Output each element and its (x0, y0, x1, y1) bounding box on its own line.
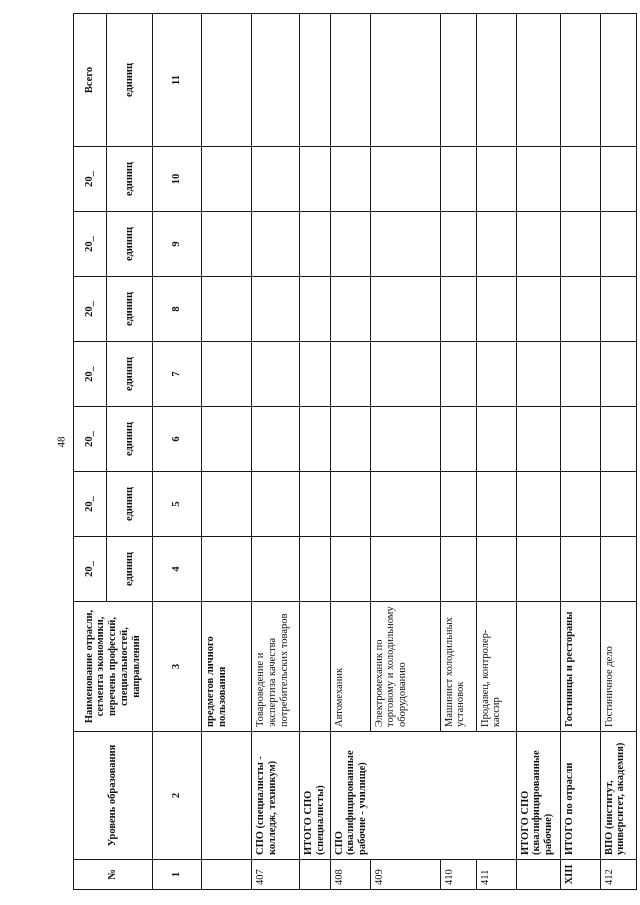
header-year: 20_ (74, 147, 107, 212)
header-unit: единиц (107, 472, 153, 537)
header-no: № (74, 860, 153, 890)
total-cell (600, 14, 636, 147)
value-cell (300, 472, 331, 537)
report-table (73, 13, 637, 890)
row-name: Машинист холодильных установок (440, 602, 476, 732)
value-cell (516, 537, 560, 602)
row-name (300, 602, 331, 732)
value-cell (600, 472, 636, 537)
total-cell (440, 14, 476, 147)
row-number (202, 860, 252, 890)
row-number: XIII (560, 860, 600, 890)
row-level: ИТОГО СПО (квалифицированные рабочие) (516, 732, 560, 860)
value-cell (300, 342, 331, 407)
value-cell (600, 537, 636, 602)
value-cell (440, 537, 476, 602)
value-cell (300, 277, 331, 342)
value-cell (252, 472, 300, 537)
value-cell (252, 537, 300, 602)
column-number: 10 (153, 147, 202, 212)
header-year: 20_ (74, 277, 107, 342)
value-cell (516, 212, 560, 277)
table-row (330, 14, 370, 890)
row-number: 408 (330, 860, 370, 890)
row-name (516, 602, 560, 732)
value-cell (516, 277, 560, 342)
row-level: ИТОГО СПО (специалисты) (300, 732, 331, 860)
rotated-table-wrapper (73, 14, 627, 890)
header-unit: единиц (107, 14, 153, 147)
total-cell (330, 14, 370, 147)
value-cell (600, 277, 636, 342)
header-year: 20_ (74, 212, 107, 277)
value-cell (202, 472, 252, 537)
row-level (202, 732, 252, 860)
column-number: 6 (153, 407, 202, 472)
header-unit: единиц (107, 277, 153, 342)
table-row-section (560, 14, 600, 890)
value-cell (516, 342, 560, 407)
row-name: Гостиницы и рестораны (560, 602, 600, 732)
value-cell (330, 342, 370, 407)
header-year: 20_ (74, 407, 107, 472)
header-year: 20_ (74, 472, 107, 537)
value-cell (202, 537, 252, 602)
total-cell (476, 14, 516, 147)
value-cell (252, 342, 300, 407)
row-level: СПО (квалифицированные рабочие - училище) (330, 732, 516, 860)
value-cell (476, 147, 516, 212)
column-number: 3 (153, 602, 202, 732)
column-number: 7 (153, 342, 202, 407)
header-unit: единиц (107, 147, 153, 212)
value-cell (560, 147, 600, 212)
value-cell (202, 407, 252, 472)
value-cell (300, 407, 331, 472)
value-cell (560, 407, 600, 472)
column-number-row (153, 14, 202, 890)
table-row (600, 14, 636, 890)
value-cell (560, 472, 600, 537)
page-number: 48 (55, 436, 68, 448)
column-number: 4 (153, 537, 202, 602)
row-number (516, 860, 560, 890)
value-cell (440, 342, 476, 407)
value-cell (330, 277, 370, 342)
value-cell (560, 277, 600, 342)
total-cell (202, 14, 252, 147)
row-name: Автомеханик (330, 602, 370, 732)
total-cell (252, 14, 300, 147)
header-year: 20_ (74, 342, 107, 407)
value-cell (476, 407, 516, 472)
value-cell (202, 342, 252, 407)
row-level: ИТОГО по отрасли (560, 732, 600, 860)
value-cell (330, 147, 370, 212)
row-number: 409 (370, 860, 440, 890)
value-cell (370, 212, 440, 277)
header-unit: единиц (107, 342, 153, 407)
value-cell (202, 212, 252, 277)
value-cell (300, 147, 331, 212)
header-row-years (74, 14, 107, 890)
table-row (252, 14, 300, 890)
value-cell (560, 342, 600, 407)
value-cell (476, 342, 516, 407)
row-number: 411 (476, 860, 516, 890)
row-name: Товароведение и экспертиза качества потребительских товаров (252, 602, 300, 732)
value-cell (330, 407, 370, 472)
header-year: 20_ (74, 537, 107, 602)
value-cell (252, 212, 300, 277)
column-number: 8 (153, 277, 202, 342)
value-cell (370, 472, 440, 537)
value-cell (476, 537, 516, 602)
header-level: Уровень образования (74, 732, 153, 860)
value-cell (370, 277, 440, 342)
header-unit: единиц (107, 537, 153, 602)
value-cell (252, 407, 300, 472)
value-cell (202, 277, 252, 342)
column-number: 5 (153, 472, 202, 537)
value-cell (560, 537, 600, 602)
value-cell (370, 537, 440, 602)
header-unit: единиц (107, 212, 153, 277)
value-cell (202, 147, 252, 212)
value-cell (440, 472, 476, 537)
value-cell (600, 342, 636, 407)
row-number: 407 (252, 860, 300, 890)
column-number: 1 (153, 860, 202, 890)
total-cell (560, 14, 600, 147)
table-row (202, 14, 252, 890)
total-cell (516, 14, 560, 147)
value-cell (300, 212, 331, 277)
value-cell (440, 277, 476, 342)
header-unit: единиц (107, 407, 153, 472)
column-number: 9 (153, 212, 202, 277)
value-cell (370, 407, 440, 472)
rotated-page-area (73, 14, 627, 890)
value-cell (476, 277, 516, 342)
row-number (300, 860, 331, 890)
value-cell (440, 147, 476, 212)
value-cell (370, 147, 440, 212)
value-cell (252, 147, 300, 212)
value-cell (516, 472, 560, 537)
row-level: СПО (специалисты - колледж, техникум) (252, 732, 300, 860)
table-row-subtotal (300, 14, 331, 890)
value-cell (600, 407, 636, 472)
row-name: Гостиничное дело (600, 602, 636, 732)
total-cell (300, 14, 331, 147)
column-number: 2 (153, 732, 202, 860)
value-cell (476, 212, 516, 277)
row-name: предметов личного пользования (202, 602, 252, 732)
value-cell (300, 537, 331, 602)
table-row-subtotal (516, 14, 560, 890)
value-cell (600, 212, 636, 277)
value-cell (330, 537, 370, 602)
header-total: Всего (74, 14, 107, 147)
value-cell (600, 147, 636, 212)
row-level: ВПО (институт, университет, академия) (600, 732, 636, 860)
value-cell (516, 147, 560, 212)
column-number: 11 (153, 14, 202, 147)
row-number: 412 (600, 860, 636, 890)
value-cell (330, 472, 370, 537)
value-cell (370, 342, 440, 407)
row-number: 410 (440, 860, 476, 890)
row-name: Продавец, контролер-кассир (476, 602, 516, 732)
value-cell (252, 277, 300, 342)
total-cell (370, 14, 440, 147)
value-cell (330, 212, 370, 277)
header-name: Наименование отрасли, сегмента экономики, перечень профессий, специальностей, направлений (74, 602, 153, 732)
value-cell (560, 212, 600, 277)
value-cell (476, 472, 516, 537)
row-name: Электромеханик по торговому и холодильному оборудованию (370, 602, 440, 732)
value-cell (440, 407, 476, 472)
value-cell (516, 407, 560, 472)
value-cell (440, 212, 476, 277)
